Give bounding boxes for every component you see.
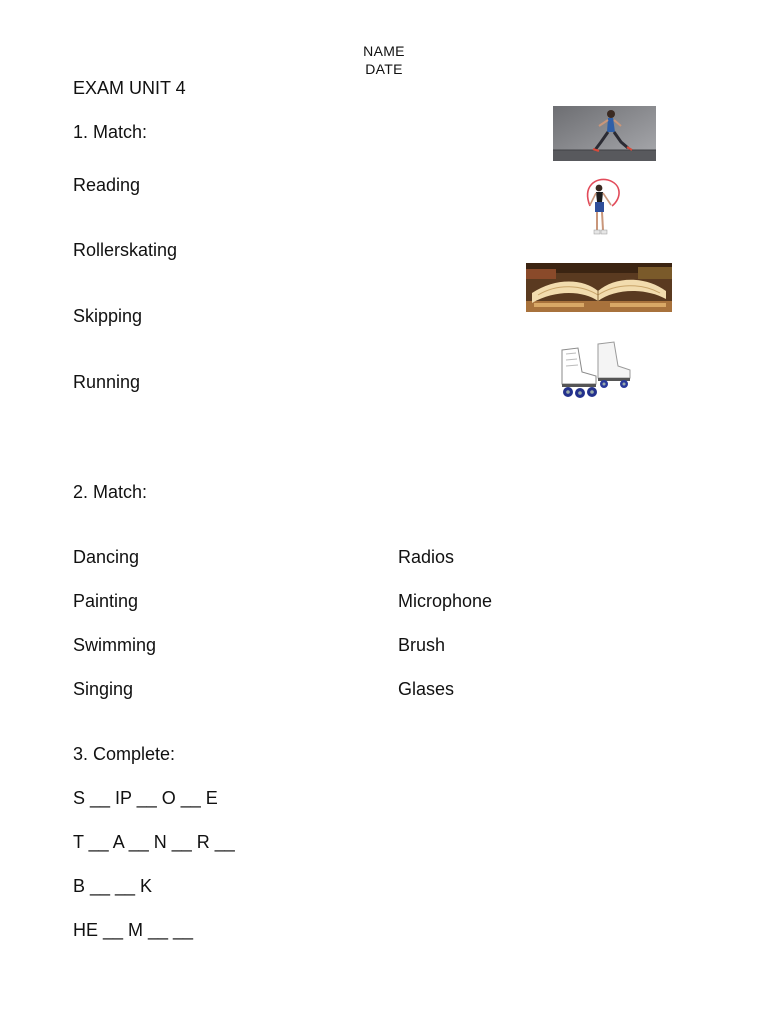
open-books-picture <box>526 263 672 312</box>
section2-left-item: Dancing <box>73 547 140 567</box>
runner-picture <box>553 106 656 161</box>
section3-heading: 3. Complete: <box>73 744 176 764</box>
date-label: DATE <box>365 61 403 77</box>
section2-left-item: Swimming <box>73 635 157 655</box>
exam-title: EXAM UNIT 4 <box>73 78 186 98</box>
section1-word: Reading <box>73 175 141 195</box>
section3-item: S __ IP __ O __ E <box>73 788 218 808</box>
section1-word: Skipping <box>73 306 143 326</box>
section2-left-item: Singing <box>73 679 134 699</box>
section2-heading: 2. Match: <box>73 482 148 502</box>
section2-left-item: Painting <box>73 591 139 611</box>
section3-item: B __ __ K <box>73 876 153 896</box>
roller-skates-picture <box>558 338 634 406</box>
section1-heading: 1. Match: <box>73 122 148 142</box>
section3-item: HE __ M __ __ <box>73 920 194 940</box>
section2-right-item: Microphone <box>398 591 493 611</box>
section2-right-item: Glases <box>398 679 455 699</box>
section3-item: T __ A __ N __ R __ <box>73 832 235 852</box>
section2-right-item: Radios <box>398 547 455 567</box>
skipping-rope-picture <box>578 176 624 238</box>
section1-word: Rollerskating <box>73 240 178 260</box>
name-label: NAME <box>363 43 405 59</box>
section1-word: Running <box>73 372 141 392</box>
section2-right-item: Brush <box>398 635 446 655</box>
